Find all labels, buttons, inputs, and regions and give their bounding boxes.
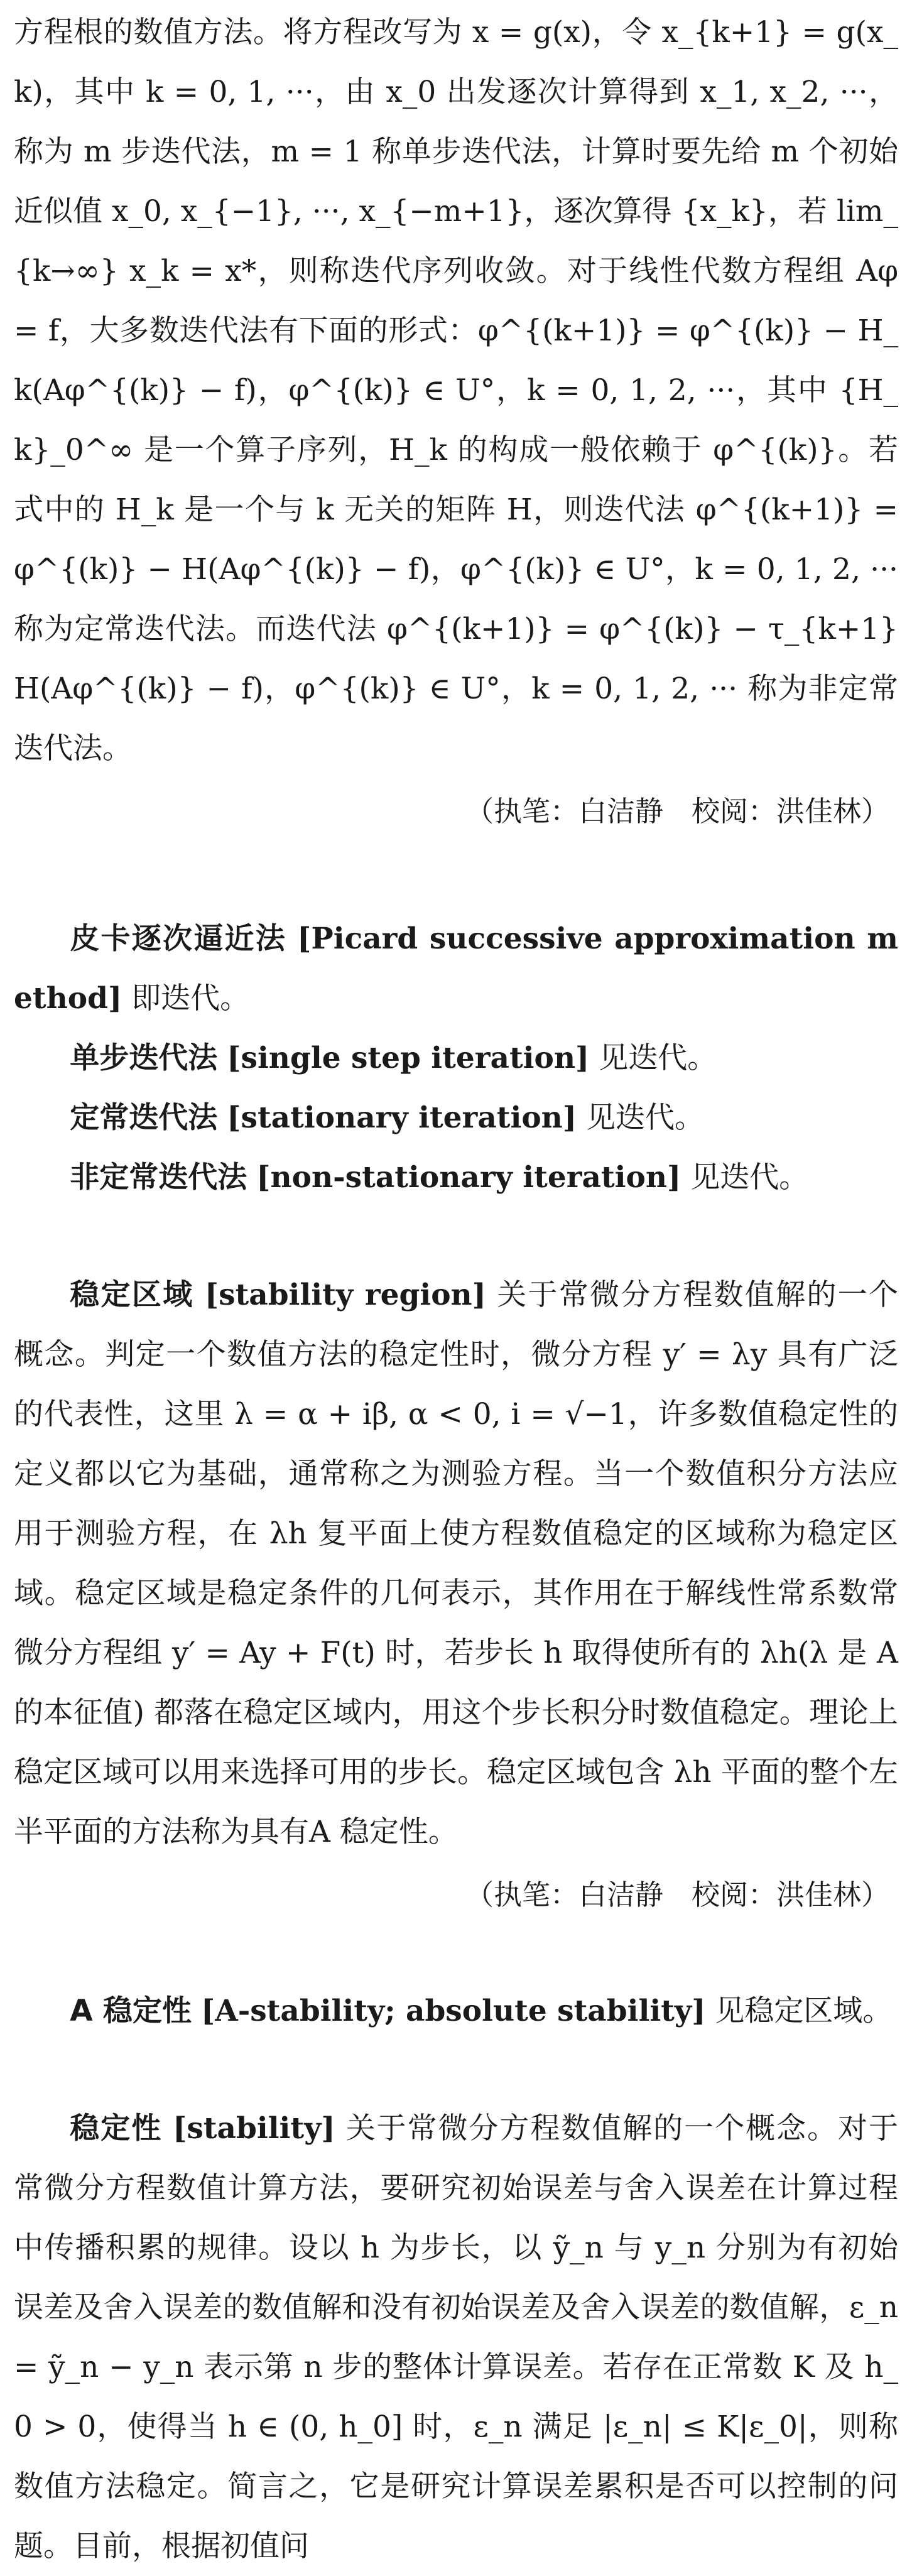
entry-body: 方程根的数值方法。将方程改写为 x = g(x)，令 x_{k+1} = g(x_k)，其中 k = 0, 1, ···，由 x_0 出发逐次计算得到 x_1, x_2, ···，称为 m 步迭代法，m = 1 称单步迭代法，计算时要先给 m 个初始近似值 x_0, x_{−1}, ···, x_{−m+1}，逐次算得 {x_k}，若 lim_{k→∞} x_k = x*，则称迭代序列收敛。对于线性代数方程组 Aφ = f，大多数迭代法有下面的形式：φ^{(k+1)} = φ^{(k)} − H_k(Aφ^{(k)} − f)，φ^{(k)} ∈ U°，k = 0, 1, 2, ···，其中 {H_k}_0^∞ 是一个算子序列，H_k 的构成一般依赖于 φ^{(k)}。若式中的 H_k 是一个与 k 无关的矩阵 H，则迭代法 φ^{(k+1)} = φ^{(k)} − H(Aφ^{(k)} − f)，φ^{(k)} ∈ U°，k = 0, 1, 2, ··· 称为定常迭代法。而迭代法 φ^{(k+1)} = φ^{(k)} − τ_{k+1}H(Aφ^{(k)} − f)，φ^{(k)} ∈ U°，k = 0, 1, 2, ··· 称为非定常迭代法。 — [14, 15, 898, 766]
entry-iteration-continuation — [14, 3, 898, 840]
author-signature: （执笔：白洁静 校阅：洪佳林） — [465, 1878, 889, 1911]
entry-stability-region — [14, 1265, 898, 1923]
entry-english-term: [single step iteration] — [227, 1041, 590, 1075]
entry-english-term: [A-stability; absolute stability] — [201, 1994, 706, 2028]
entry-headword: 稳定区域 — [70, 1278, 194, 1312]
entry-picard — [14, 909, 898, 1028]
entry-english-term: [stability] — [173, 2111, 335, 2146]
entry-a-stability — [14, 1981, 898, 2041]
entry-non-stationary — [14, 1148, 898, 1207]
entry-headword: 定常迭代法 — [70, 1101, 218, 1135]
entry-stationary — [14, 1088, 898, 1148]
entry-english-term: [Picard successive approximation method] — [14, 921, 898, 1016]
entry-headword: 皮卡逐次逼近法 — [70, 921, 286, 956]
entry-english-term: [stability region] — [204, 1278, 486, 1312]
entry-english-term: [stationary iteration] — [227, 1101, 577, 1135]
entry-body: 关于常微分方程数值解的一个概念。对于常微分方程数值计算方法，要研究初始误差与舍入误差在计算过程中传播积累的规律。设以 h 为步长，以 ỹ_n 与 y_n 分别为有初始误差及舍入误差的数值解和没有初始误差及舍入误差的数值解，ε_n = ỹ_n − y_n 表示第 n 步的整体计算误差。若存在正常数 K 及 h_0 > 0，使得当 h ∈ (0, h_0] 时，ε_n 满足 |ε_n| ≤ K|ε_0|，则称数值方法稳定。简言之，它是研究计算误差累积是否可以控制的问题。目前，根据初值问 — [14, 2111, 898, 2563]
entry-headword: 单步迭代法 — [70, 1041, 218, 1075]
entry-headword: 稳定性 — [70, 2111, 163, 2146]
entry-headword: 非定常迭代法 — [70, 1160, 247, 1195]
entry-stability — [14, 2099, 898, 2576]
entry-body: 关于常微分方程数值解的一个概念。判定一个数值方法的稳定性时，微分方程 y′ = λy 具有广泛的代表性，这里 λ = α + iβ, α < 0, i = √−1，许多数值稳定性的定义都以它为基础，通常称之为测验方程。当一个数值积分方法应用于测验方程，在 λh 复平面上使方程数值稳定的区域称为稳定区域。稳定区域是稳定条件的几何表示，其作用在于解线性常系数常微分方程组 y′ = Ay + F(t) 时，若步长 h 取得使所有的 λh(λ 是 A 的本征值) 都落在稳定区域内，用这个步长积分时数值稳定。理论上稳定区域可以用来选择可用的步长。稳定区域包含 λh 平面的整个左半平面的方法称为具有A 稳定性。 — [14, 1278, 899, 1849]
author-signature: （执笔：白洁静 校阅：洪佳林） — [465, 795, 889, 828]
cross-reference: 见迭代。 — [690, 1160, 809, 1195]
entry-headword: A 稳定性 — [70, 1994, 192, 2028]
cross-reference: 见迭代。 — [599, 1041, 717, 1075]
cross-reference: 见迭代。 — [586, 1101, 705, 1135]
entry-english-term: [non-stationary iteration] — [256, 1160, 681, 1195]
cross-reference: 见稳定区域。 — [715, 1994, 893, 2028]
cross-reference: 即迭代。 — [131, 981, 250, 1016]
entry-single-step — [14, 1028, 898, 1088]
